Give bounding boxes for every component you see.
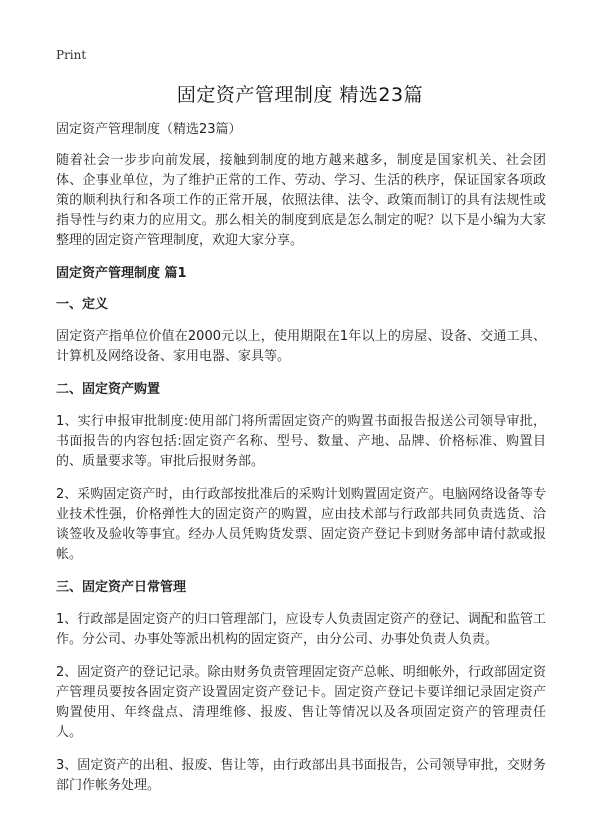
paragraph-management-3: 3、固定资产的出租、报废、售让等，由行政部出具书面报告，公司领导审批，交财务部门作帐务处理。: [56, 758, 546, 793]
paragraph-purchase-2: 2、采购固定资产时，由行政部按批准后的采购计划购置固定资产。电脑网络设备等专业技术性强，价格弹性大的固定资产的购置，应由技术部与行政部共同负责选货、洽谈签收及验收等事宜。经办人员凭购货发票、固定资产登记卡到财务部申请付款或报帐。: [56, 487, 546, 562]
paragraph-management-1: 1、行政部是固定资产的归口管理部门，应设专人负责固定资产的登记、调配和监管工作。分公司、办事处等派出机构的固定资产，由分公司、办事处负责人负责。: [56, 612, 546, 647]
paragraph-management-2: 2、固定资产的登记记录。除由财务负责管理固定资产总帐、明细帐外，行政部固定资产管理员要按各固定资产设置固定资产登记卡。固定资产登记卡要详细记录固定资产购置使用、年终盘点、清理维修、报废、售让等情况以及各项固定资产的管理责任人。: [56, 665, 546, 740]
page-title: 固定资产管理制度 精选23篇: [176, 84, 424, 106]
print-link[interactable]: Print: [56, 48, 87, 62]
article-body: [56, 120, 546, 809]
paragraph-definition: 固定资产指单位价值在2000元以上，使用期限在1年以上的房屋、设备、交通工具、计算机及网络设备、家用电器、家具等。: [56, 329, 546, 364]
section-title: 固定资产管理制度 篇1: [56, 266, 187, 281]
heading-daily-management: 三、固定资产日常管理: [56, 580, 187, 595]
heading-definition: 一、定义: [56, 297, 109, 312]
article-subtitle: 固定资产管理制度（精选23篇）: [56, 122, 242, 137]
intro-paragraph: 随着社会一步步向前发展，接触到制度的地方越来越多，制度是国家机关、社会团体、企事业单位，为了维护正常的工作、劳动、学习、生活的秩序，保证国家各项政策的顺利执行和各项工作的正常开展，依照法律、法令、政策而制订的具有法规性或指导性与约束力的应用文。那么相关的制度到底是怎么制定的呢？以下是小编为大家整理的固定资产管理制度，欢迎大家分享。: [56, 153, 546, 248]
paragraph-purchase-1: 1、实行申报审批制度:使用部门将所需固定资产的购置书面报告报送公司领导审批，书面报告的内容包括:固定资产名称、型号、数量、产地、品牌、价格标准、购置目的、质量要求等。审批后报财务部。: [56, 414, 546, 469]
heading-purchase: 二、固定资产购置: [56, 382, 161, 397]
